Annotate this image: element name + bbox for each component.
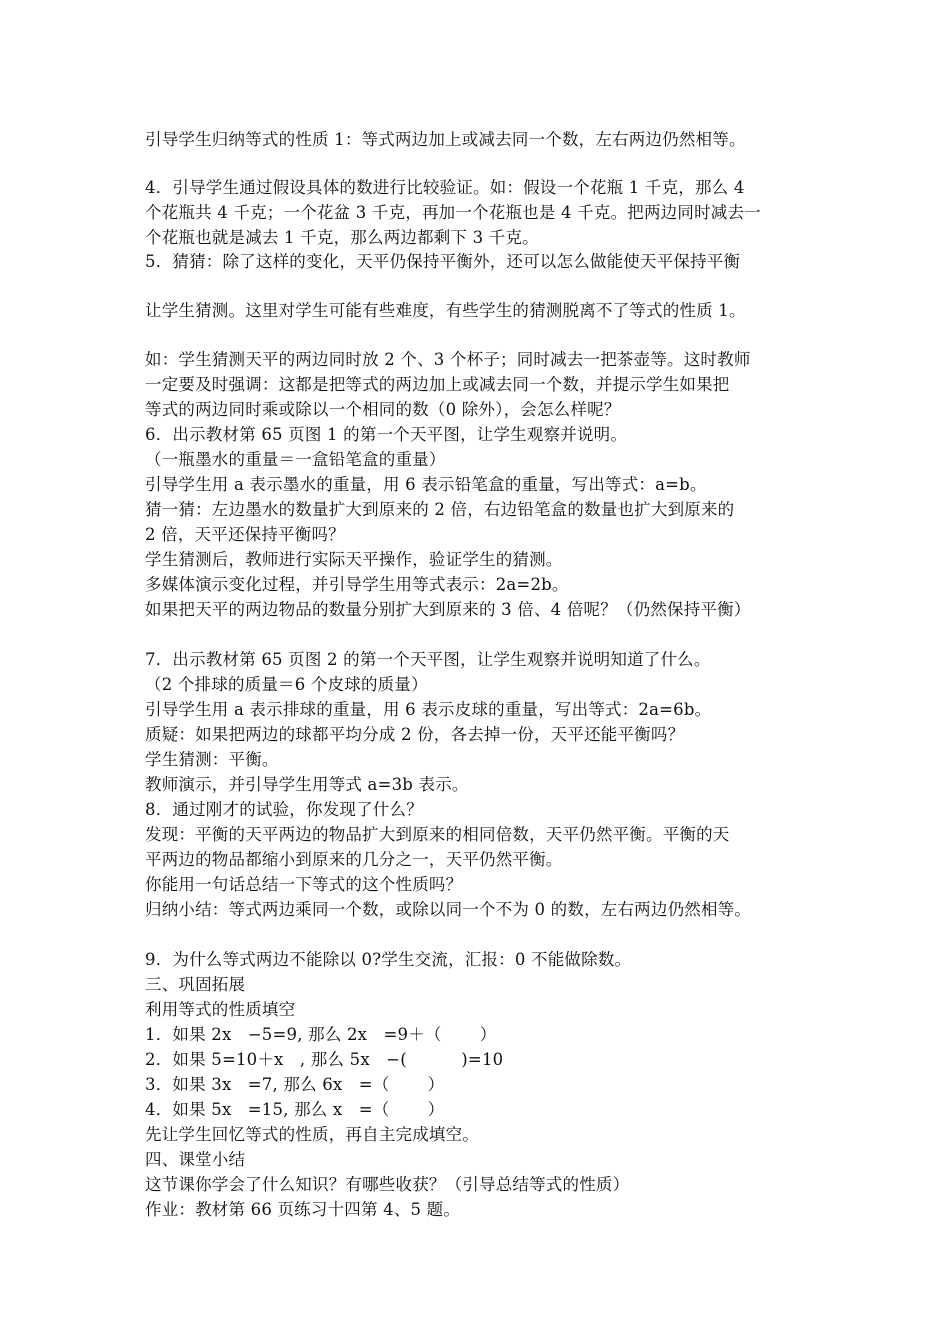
step-6-line-1: 6．出示教材第 65 页图 1 的第一个天平图，让学生观察并说明。 [145, 425, 628, 444]
section-4-heading: 四、课堂小结 [145, 1150, 246, 1169]
step-7-line-3: 引导学生用 a 表示排球的重量，用 6 表示皮球的重量，写出等式：2a=6b。 [145, 700, 712, 719]
step-6-line-8: 如果把天平的两边物品的数量分别扩大到原来的 3 倍、4 倍呢？（仍然保持平衡） [145, 600, 751, 619]
step-4-line-2: 个花瓶共 4 千克；一个花盆 3 千克，再加一个花瓶也是 4 千克。把两边同时减去一 [145, 203, 761, 222]
step-4-line-1: 4．引导学生通过假设具体的数进行比较验证。如：假设一个花瓶 1 千克，那么 4 [145, 178, 745, 197]
summary-question: 这节课你学会了什么知识？有哪些收获？（引导总结等式的性质） [145, 1175, 630, 1194]
exercise-1: 1．如果 2x −5=9, 那么 2x =9＋（ ） [145, 1025, 497, 1044]
step-7-line-4: 质疑：如果把两边的球都平均分成 2 份，各去掉一份，天平还能平衡吗？ [145, 725, 685, 744]
step-7-line-1: 7．出示教材第 65 页图 2 的第一个天平图，让学生观察并说明知道了什么。 [145, 650, 711, 669]
step-9-line: 9．为什么等式两边不能除以 0?学生交流，汇报：0 不能做除数。 [145, 950, 632, 969]
step-8-line-5: 归纳小结：等式两边乘同一个数，或除以同一个不为 0 的数，左右两边仍然相等。 [145, 900, 752, 919]
exercise-3: 3．如果 3x =7, 那么 6x =（ ） [145, 1075, 445, 1094]
homework-line: 作业：教材第 66 页练习十四第 4、5 题。 [145, 1200, 461, 1219]
step-8-line-1: 8．通过刚才的试验，你发现了什么？ [145, 800, 423, 819]
step-6-line-2: （一瓶墨水的重量＝一盒铅笔盒的重量） [145, 450, 446, 469]
exercise-note: 先让学生回忆等式的性质，再自主完成填空。 [145, 1125, 479, 1144]
step-7-line-2: （2 个排球的质量＝6 个皮球的质量） [145, 675, 428, 694]
step-6-line-4: 猜一猜：左边墨水的数量扩大到原来的 2 倍，右边铅笔盒的数量也扩大到原来的 [145, 500, 735, 519]
step-6-line-6: 学生猜测后，教师进行实际天平操作，验证学生的猜测。 [145, 550, 563, 569]
example-line-1: 如：学生猜测天平的两边同时放 2 个、3 个杯子；同时减去一把茶壶等。这时教师 [145, 350, 751, 369]
step-8-line-4: 你能用一句话总结一下等式的这个性质吗？ [145, 875, 463, 894]
step-6-line-7: 多媒体演示变化过程，并引导学生用等式表示：2a=2b。 [145, 575, 569, 594]
example-line-2: 一定要及时强调：这都是把等式的两边加上或减去同一个数，并提示学生如果把 [145, 375, 730, 394]
section-3-heading: 三、巩固拓展 [145, 975, 246, 994]
step-6-line-5: 2 倍，天平还保持平衡吗？ [145, 525, 345, 544]
step-5-line-1: 5．猜猜：除了这样的变化，天平仍保持平衡外，还可以怎么做能使天平保持平衡 [145, 252, 741, 271]
step-7-line-5: 学生猜测：平衡。 [145, 750, 279, 769]
step-8-line-3: 平两边的物品都缩小到原来的几分之一，天平仍然平衡。 [145, 850, 563, 869]
step-7-line-6: 教师演示，并引导学生用等式 a=3b 表示。 [145, 775, 469, 794]
step-4-line-3: 个花瓶也就是减去 1 千克，那么两边都剩下 3 千克。 [145, 228, 539, 247]
step-6-line-3: 引导学生用 a 表示墨水的重量，用 6 表示铅笔盒的重量，写出等式：a=b。 [145, 475, 707, 494]
exercise-2: 2．如果 5=10＋x , 那么 5x −( )=10 [145, 1050, 504, 1069]
step-8-line-2: 发现：平衡的天平两边的物品扩大到原来的相同倍数，天平仍然平衡。平衡的天 [145, 825, 730, 844]
paragraph-property-1-summary: 引导学生归纳等式的性质 1：等式两边加上或减去同一个数，左右两边仍然相等。 [145, 130, 746, 149]
step-5-line-2: 让学生猜测。这里对学生可能有些难度，有些学生的猜测脱离不了等式的性质 1。 [145, 301, 746, 320]
example-line-3: 等式的两边同时乘或除以一个相同的数（0 除外），会怎么样呢？ [145, 400, 621, 419]
exercise-4: 4．如果 5x =15, 那么 x =（ ） [145, 1100, 445, 1119]
exercise-intro: 利用等式的性质填空 [145, 1000, 296, 1019]
